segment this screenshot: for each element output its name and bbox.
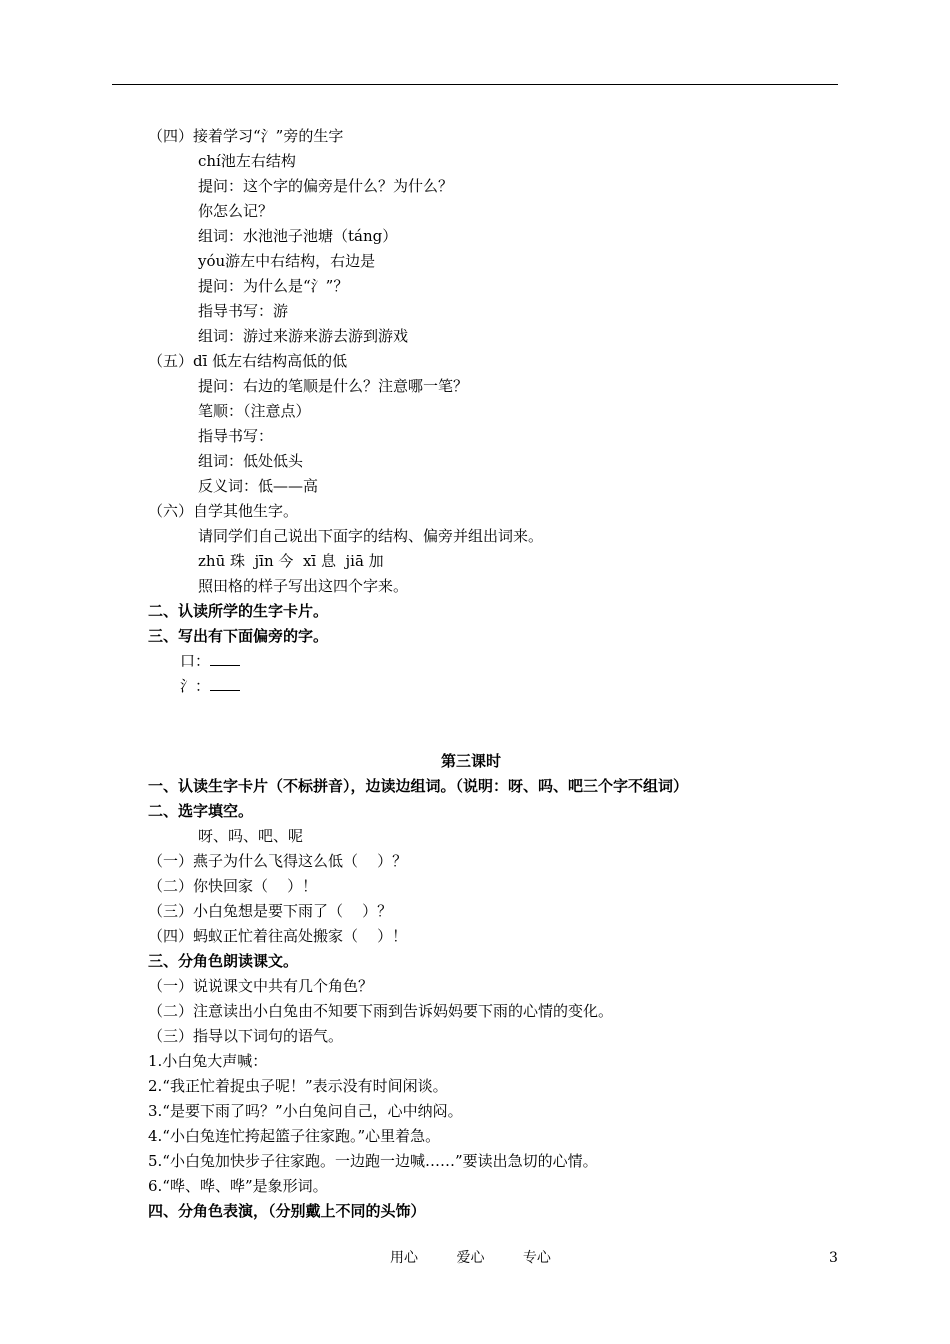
- text-line: 组词：低处低头: [198, 452, 304, 470]
- text-line: 你怎么记？: [198, 202, 274, 220]
- footer-motto: [390, 1246, 585, 1270]
- section-heading: （六）自学其他生字。: [148, 502, 299, 520]
- text-line: 1.小白兔大声喊：: [148, 1052, 268, 1070]
- text-line: 笔顺：（注意点）: [198, 402, 311, 420]
- text-line: 反义词：低——高: [198, 477, 319, 495]
- footer-word: 专心: [522, 1250, 551, 1266]
- page-number: 3: [829, 1250, 838, 1266]
- radical-label: 氵：: [180, 677, 211, 695]
- part-title: 三、分角色朗读课文。: [148, 952, 299, 970]
- text-line: 提问：右边的笔顺是什么？注意哪一笔？: [198, 377, 469, 395]
- text-line: （二）注意读出小白兔由不知要下雨到告诉妈妈要下雨的心情的变化。: [148, 1002, 614, 1020]
- radical-line: [148, 649, 838, 674]
- section-heading: （四）接着学习“氵”旁的生字: [148, 127, 344, 145]
- text-line: （一）燕子为什么飞得这么低（ ）？: [148, 852, 408, 870]
- header-rule: [112, 84, 838, 85]
- spacer: [148, 699, 838, 749]
- footer-word: 爱心: [456, 1250, 485, 1266]
- pinyin-line: zhū 珠 jīn 今 xī 息 jiā 加: [198, 552, 384, 570]
- text-line: （一）说说课文中共有几个角色？: [148, 977, 374, 995]
- text-line: 呀、吗、吧、呢: [198, 827, 304, 845]
- part-title: 二、认读所学的生字卡片。: [148, 602, 329, 620]
- text-line: （二）你快回家（ ）！: [148, 877, 318, 895]
- text-line: （三）小白兔想是要下雨了（ ）？: [148, 902, 393, 920]
- part-title: 二、选字填空。: [148, 802, 254, 820]
- text-line: chí池左右结构: [198, 152, 296, 170]
- text-line: 照田格的样子写出这四个字来。: [198, 577, 409, 595]
- text-line: yóu游左中右结构，右边是: [198, 252, 376, 270]
- radical-line: [148, 674, 838, 699]
- text-line: 3.“是要下雨了吗？”小白兔问自己，心中纳闷。: [148, 1102, 463, 1120]
- text-line: 指导书写：: [198, 427, 274, 445]
- radical-label: 口：: [180, 652, 211, 670]
- text-line: 5.“小白兔加快步子往家跑。一边跑一边喊……”要读出急切的心情。: [148, 1152, 598, 1170]
- document-body: [148, 124, 838, 1224]
- text-line: 请同学们自己说出下面字的结构、偏旁并组出词来。: [198, 527, 544, 545]
- text-line: 4.“小白兔连忙挎起篮子往家跑。”心里着急。: [148, 1127, 441, 1145]
- lesson-items: [148, 774, 838, 1224]
- text-line: （三）指导以下词句的语气。: [148, 1027, 344, 1045]
- part-title: 三、写出有下面偏旁的字。: [148, 627, 329, 645]
- part-title: 一、认读生字卡片（不标拼音），边读边组词。（说明：呀、吗、吧三个字不组词）: [148, 777, 689, 795]
- text-line: 提问：为什么是“氵”？: [198, 277, 349, 295]
- text-line: 指导书写：游: [198, 302, 289, 320]
- footer-word: 用心: [390, 1250, 418, 1266]
- section-heading: （五）dī 低左右结构高低的低: [148, 352, 348, 370]
- answer-blank: [210, 651, 240, 666]
- text-line: 提问：这个字的偏旁是什么？为什么？: [198, 177, 454, 195]
- part-title: 四、分角色表演，（分别戴上不同的头饰）: [148, 1202, 426, 1220]
- page-footer: [0, 1246, 950, 1270]
- answer-blank: [210, 676, 240, 691]
- text-line: （四）蚂蚁正忙着往高处搬家（ ）！: [148, 927, 408, 945]
- text-line: 组词：水池池子池塘（táng）: [198, 227, 398, 245]
- text-line: 6.“哗、哗、哗”是象形词。: [148, 1177, 328, 1195]
- lesson-title: 第三课时: [440, 752, 501, 770]
- text-line: 组词：游过来游来游去游到游戏: [198, 327, 409, 345]
- text-line: 2.“我正忙着捉虫子呢！”表示没有时间闲谈。: [148, 1077, 448, 1095]
